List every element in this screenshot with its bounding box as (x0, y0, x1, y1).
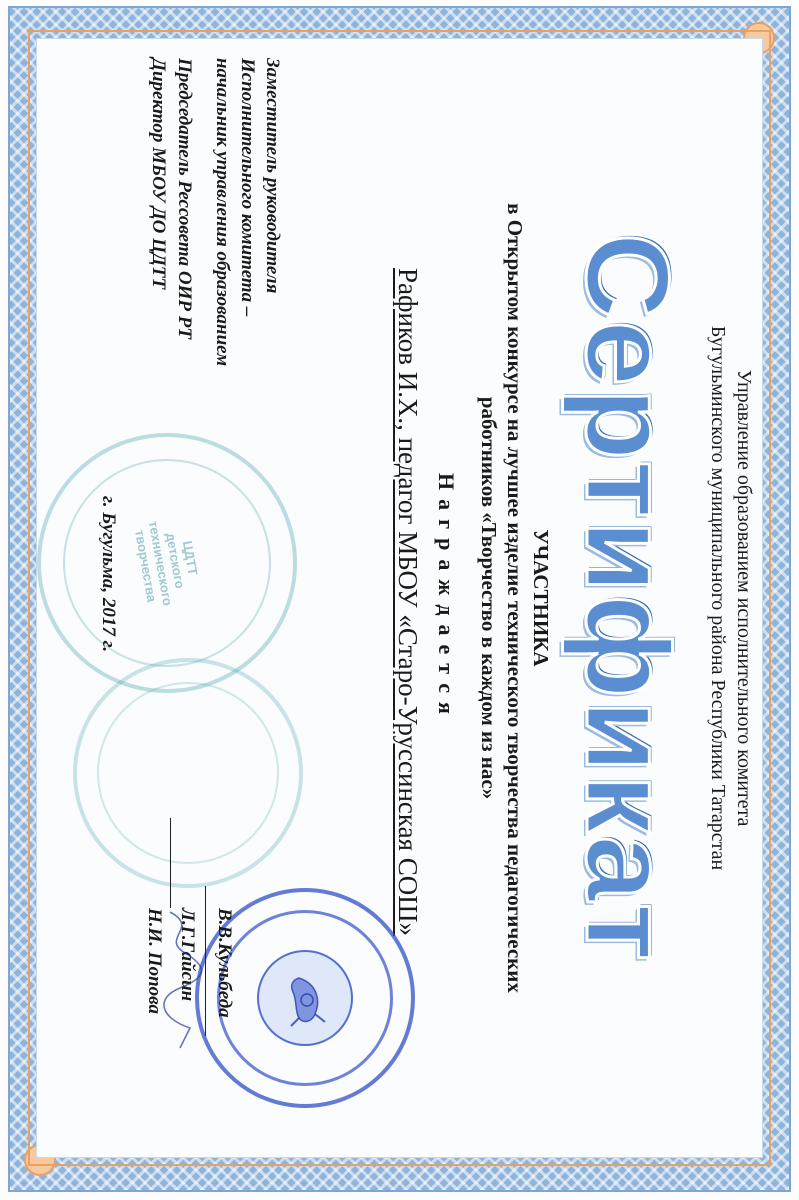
city-year: г. Бугульма, 2017 г. (98, 496, 119, 653)
signatory-1-position-line-2: Исполнительного комитета – (237, 58, 258, 317)
stamp-cdtt (37, 433, 297, 693)
signatory-2-position: Председатель Рессовета ОИР РТ (174, 58, 195, 339)
issuer-line-2: Бугульминского муниципального района Республики Татарстан (707, 325, 729, 871)
signatory-3-position: Директор МБОУ ДО ЦДТТ (148, 58, 169, 290)
snow-leopard-emblem-icon (279, 970, 339, 1030)
signatory-2-name: Л.Г.Гайсин (177, 908, 198, 1002)
contest-line-2: работников «Творчество в каждом из нас» (477, 396, 501, 800)
signatory-1-position-line-3: начальник управления образованием (212, 58, 233, 367)
signatory-3-name: Н.И. Попова (144, 908, 165, 1015)
handwritten-signature (150, 908, 210, 1058)
certificate-title: Сертификат (561, 233, 693, 963)
awarded-label: Награждается (434, 473, 459, 723)
signature-line (170, 818, 171, 908)
stamp-text: ЦДТТ детского технического творчества (132, 519, 201, 607)
signatory-1-name: В.В.Кульбеда (214, 908, 235, 1018)
rotated-content (38, 38, 765, 1158)
signatory-1-position-line-1: Заместитель руководителя (262, 58, 283, 294)
recipient-name: Рафиков И.Х., педагог МБОУ «Старо-Уруссинская СОШ» (393, 268, 423, 936)
contest-line-1: в Открытом конкурсе на лучшее изделие технического творчества педагогических (503, 203, 527, 993)
stamp-ooir (73, 658, 303, 888)
issuer-line-1: Управление образованием исполнительного комитета (733, 369, 755, 827)
participant-status: УЧАСТНИКА (529, 529, 553, 667)
stamp-ring (97, 682, 279, 864)
